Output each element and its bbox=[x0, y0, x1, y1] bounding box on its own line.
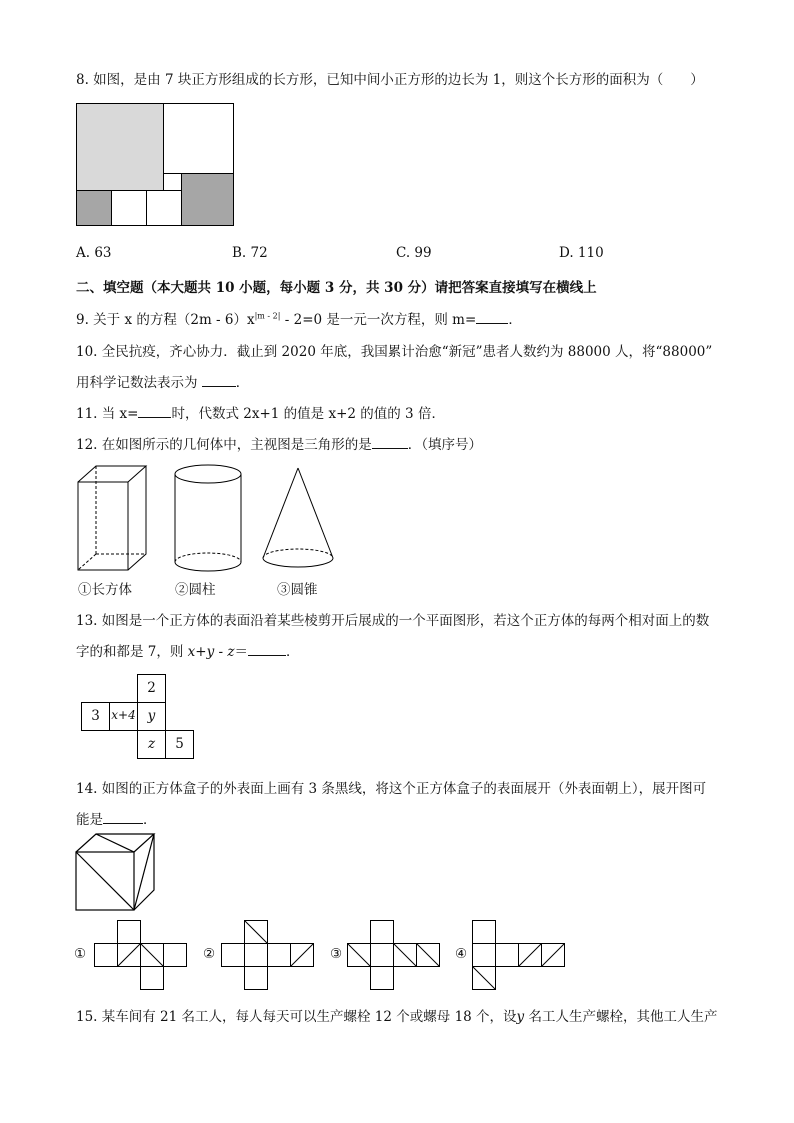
cylinder-drawing bbox=[175, 465, 241, 571]
q13-cube-net bbox=[81, 674, 197, 758]
q15-text bbox=[76, 1005, 717, 1025]
q14-net-option-2[interactable] bbox=[221, 920, 315, 968]
q12-answer-blank[interactable] bbox=[372, 448, 408, 449]
net-cell-left: 3 bbox=[91, 708, 100, 724]
q9-answer-blank[interactable] bbox=[476, 323, 508, 324]
q13-line2-prefix: 字的和都是 7，则 bbox=[76, 644, 188, 660]
q14-net-option-4[interactable] bbox=[472, 920, 566, 968]
q8-option-d: D. 110 bbox=[559, 245, 604, 261]
q11-text bbox=[76, 402, 445, 422]
net-cell-mid: x+4 bbox=[111, 708, 136, 722]
q14-cube-drawing bbox=[74, 832, 164, 912]
q15-prefix: 15. 某车间有 21 名工人，每人每天可以生产螺栓 12 个或螺母 18 个，设 bbox=[76, 1009, 517, 1025]
q9-end: ． bbox=[508, 312, 522, 328]
q14-line2-text: 能是 bbox=[76, 812, 103, 828]
q13-equals: ＝ bbox=[234, 644, 248, 660]
q12-label-cuboid: ①长方体 bbox=[78, 582, 132, 598]
q14-end: ． bbox=[143, 812, 157, 828]
q10-end: ． bbox=[235, 375, 250, 391]
q13-end: ． bbox=[285, 644, 300, 660]
q14-net-option-3[interactable] bbox=[347, 920, 441, 968]
q12-label-cylinder: ②圆柱 bbox=[175, 582, 216, 598]
q9-exponent: |m - 2| bbox=[254, 311, 281, 321]
net-cell-corner: 5 bbox=[175, 736, 184, 752]
q11-answer-blank[interactable] bbox=[138, 417, 171, 418]
section2-heading: 二、填空题（本大题共 10 小题，每小题 3 分，共 30 分）请把答案直接填写在横线上 bbox=[76, 280, 597, 296]
net-cell-top: 2 bbox=[147, 680, 156, 696]
q8-option-a: A. 63 bbox=[76, 245, 112, 261]
q15-var: y bbox=[516, 1009, 525, 1025]
q10-answer-blank[interactable] bbox=[202, 386, 236, 387]
q14-label-2: ② bbox=[203, 946, 216, 962]
q12-suffix: ．（填序号） bbox=[407, 437, 483, 453]
q14-line2 bbox=[76, 808, 157, 828]
q12-text bbox=[76, 433, 482, 453]
q12-label-cone: ③圆锥 bbox=[277, 582, 318, 598]
q8-rectangle-figure bbox=[76, 103, 236, 227]
q10-line1: 10. 全民抗疫，齐心协力．截止到 2020 年底，我国累计治愈“新冠”患者人数约为 88000 人，将“88000” bbox=[76, 344, 713, 360]
q9-text bbox=[76, 308, 522, 328]
q14-line1: 14. 如图的正方体盒子的外表面上画有 3 条黑线，将这个正方体盒子的表面展开（外表面朝上），展开图可 bbox=[76, 781, 707, 797]
q13-expression: x+y - z bbox=[187, 644, 235, 660]
q13-answer-blank[interactable] bbox=[248, 655, 286, 656]
q14-label-4: ④ bbox=[455, 946, 468, 962]
q13-line1: 13. 如图是一个正方体的表面沿着某些棱剪开后展成的一个平面图形，若这个正方体的每两个相对面上的数 bbox=[76, 613, 710, 629]
q14-label-1: ① bbox=[74, 946, 87, 962]
q9-suffix: - 2=0 是一元一次方程，则 m= bbox=[280, 312, 477, 328]
q11-suffix: 时，代数式 2x+1 的值是 x+2 的值的 3 倍． bbox=[171, 406, 445, 422]
cuboid-drawing bbox=[78, 466, 146, 570]
q8-option-b: B. 72 bbox=[232, 245, 268, 261]
q15-suffix: 名工人生产螺栓，其他工人生产 bbox=[524, 1009, 718, 1025]
q12-prefix: 12. 在如图所示的几何体中，主视图是三角形的是 bbox=[76, 437, 372, 453]
q10-line2 bbox=[76, 371, 249, 391]
q11-prefix: 11. 当 x= bbox=[76, 406, 139, 422]
cone-drawing bbox=[263, 468, 333, 567]
q9-prefix: 9. 关于 x 的方程（2m - 6）x bbox=[76, 312, 255, 328]
q14-label-3: ③ bbox=[330, 946, 343, 962]
q8-option-c: C. 99 bbox=[396, 245, 432, 261]
net-cell-bottom: z bbox=[147, 736, 156, 752]
q14-net-option-1[interactable] bbox=[94, 920, 188, 968]
q13-line2 bbox=[76, 640, 299, 660]
q12-solids-figure bbox=[76, 464, 336, 576]
q10-line2-text: 用科学记数法表示为 bbox=[76, 375, 198, 391]
q8-text: 8. 如图，是由 7 块正方形组成的长方形，已知中间小正方形的边长为 1，则这个长方形的面积为（ ） bbox=[76, 72, 704, 88]
net-cell-right: y bbox=[147, 708, 156, 724]
q14-answer-blank[interactable] bbox=[103, 823, 143, 824]
